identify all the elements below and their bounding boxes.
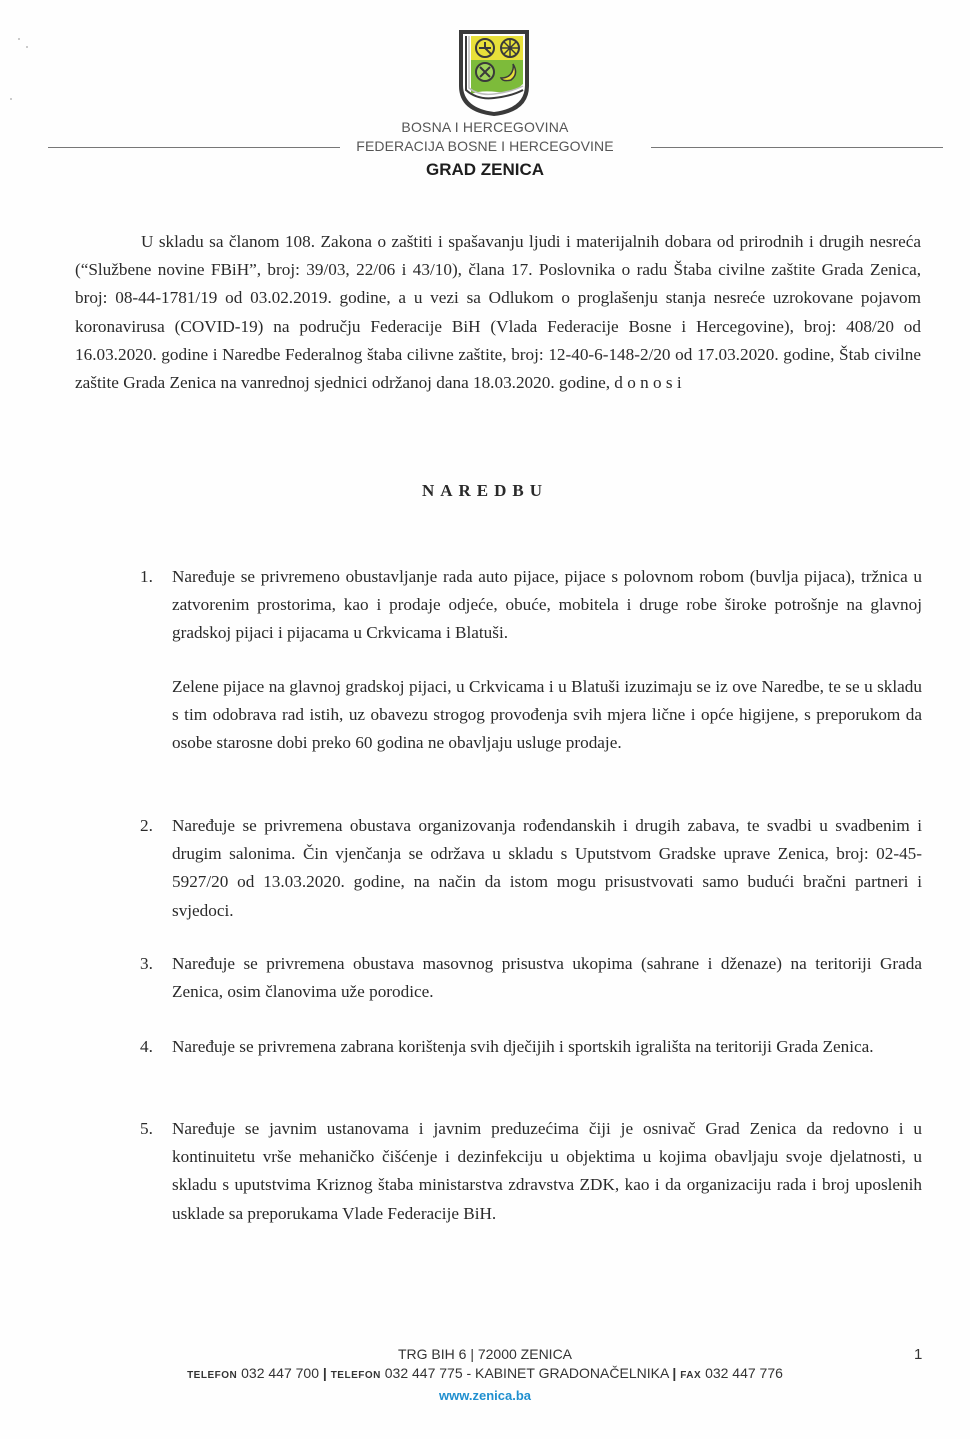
scan-speck bbox=[26, 46, 28, 48]
item-number: 3. bbox=[140, 954, 153, 973]
item-text: Naređuje se privremena obustava organizovanja rođendanskih i drugih zabava, te svadbi u svadbenim i drugim salonima. Čin vjenčanja se održava u skladu s Uputstvom Gradske uprave Zenica, broj: 02-45-5927/20 od 13.03.2020. godine, na način da istom mogu prisustvovati samo budući bračni partneri i svjedoci. bbox=[172, 816, 922, 920]
item-text: Naređuje se privremena obustava masovnog prisustva ukopima (sahrane i dženaze) na teritoriji Grada Zenica, osim članovima uže porodice. bbox=[172, 954, 922, 1002]
order-item-3 bbox=[140, 950, 922, 1006]
footer-contacts bbox=[0, 1365, 970, 1381]
order-item-4 bbox=[140, 1033, 922, 1061]
website-link[interactable]: www.zenica.ba bbox=[439, 1388, 531, 1403]
phone-label: TELEFON bbox=[330, 1370, 381, 1381]
phone-number: 032 447 700 bbox=[241, 1365, 319, 1381]
document-title: NAREDBU bbox=[421, 481, 549, 500]
separator: | bbox=[672, 1365, 677, 1381]
item-number: 5. bbox=[140, 1119, 153, 1138]
header-rule-right bbox=[651, 147, 943, 148]
order-item-5 bbox=[140, 1115, 922, 1228]
item-number: 4. bbox=[140, 1037, 153, 1056]
header-country: BOSNA I HERCEGOVINA bbox=[401, 119, 569, 135]
order-item-1 bbox=[140, 563, 922, 648]
item-text: Naređuje se privremeno obustavljanje rada auto pijace, pijace s polovnom robom (buvlja pijaca), tržnica u zatvorenim prostorima, kao i prodaje odjeće, obuće, mobitela i druge robe široke potrošnje na glavnoj gradskoj pijaci i pijacama u Crkvicama i Blatuši. bbox=[172, 567, 922, 643]
item-number: 1. bbox=[140, 567, 153, 586]
preamble-paragraph: U skladu sa članom 108. Zakona o zaštiti i spašavanju ljudi i materijalnih dobara od prirodnih i drugih nesreća (“Službene novine FBiH”, broj: 39/03, 22/06 i 43/10), člana 17. Poslovnika o radu Štaba civilne zaštite Grada Zenica, broj: 08-44-1781/19 od 03.02.2019. godine, a u vezi sa Odlukom o proglašenju stanja nesreće uzrokovane pojavom koronavirusa (COVID-19) na području Federacije BiH (Vlada Federacije Bosne i Hercegovine), broj: 408/20 od 16.03.2020. godine i Naredbe Federalnog štaba cilivne zaštite, broj: 12-40-6-148-2/20 od 17.03.2020. godine, Štab civilne zaštite Grada Zenica na vanrednoj sjednici održanoj dana 18.03.2020. godine, d o n o s i bbox=[75, 232, 921, 393]
zenica-coat-of-arms-icon bbox=[457, 28, 531, 118]
separator: | bbox=[322, 1365, 327, 1381]
header-federation: FEDERACIJA BOSNE I HERCEGOVINE bbox=[356, 138, 614, 154]
page-number: 1 bbox=[914, 1346, 923, 1363]
phone-label: TELEFON bbox=[187, 1370, 238, 1381]
scan-speck bbox=[18, 38, 20, 40]
item-number: 2. bbox=[140, 816, 153, 835]
scan-speck bbox=[10, 98, 12, 100]
order-item-1-exception: Zelene pijace na glavnoj gradskoj pijaci, u Crkvicama i u Blatuši izuzimaju se iz ove Naredbe, te se u skladu s tim odobrava rad istih, uz obavezu strogog provođenja svih mjera lične i opće higijene, s preporukom da osobe starosne dobi preko 60 godina ne obavljaju usluge prodaje. bbox=[172, 677, 922, 753]
phone-number-cabinet: 032 447 775 - KABINET GRADONAČELNIKA bbox=[384, 1365, 669, 1381]
item-text: Naređuje se javnim ustanovama i javnim preduzećima čiji je osnivač Grad Zenica da redovno i u kontinuitetu vrše mehaničko čišćenje i dezinfekciju u objektima u kojima obavljaju svoje djelatnosti, u skladu s uputstvima Kriznog štaba ministarstva zdravstva ZDK, kao i da organizaciju rada i broj uposlenih usklade sa preporukama Vlade Federacije BiH. bbox=[172, 1119, 922, 1223]
fax-label: FAX bbox=[680, 1370, 702, 1381]
fax-number: 032 447 776 bbox=[705, 1365, 783, 1381]
order-item-2 bbox=[140, 812, 922, 925]
item-text: Naređuje se privremena zabrana korištenja svih dječijih i sportskih igrališta na teritoriji Grada Zenica. bbox=[172, 1037, 874, 1056]
footer-address: TRG BIH 6 | 72000 ZENICA bbox=[397, 1346, 573, 1362]
header-city: GRAD ZENICA bbox=[425, 160, 545, 179]
